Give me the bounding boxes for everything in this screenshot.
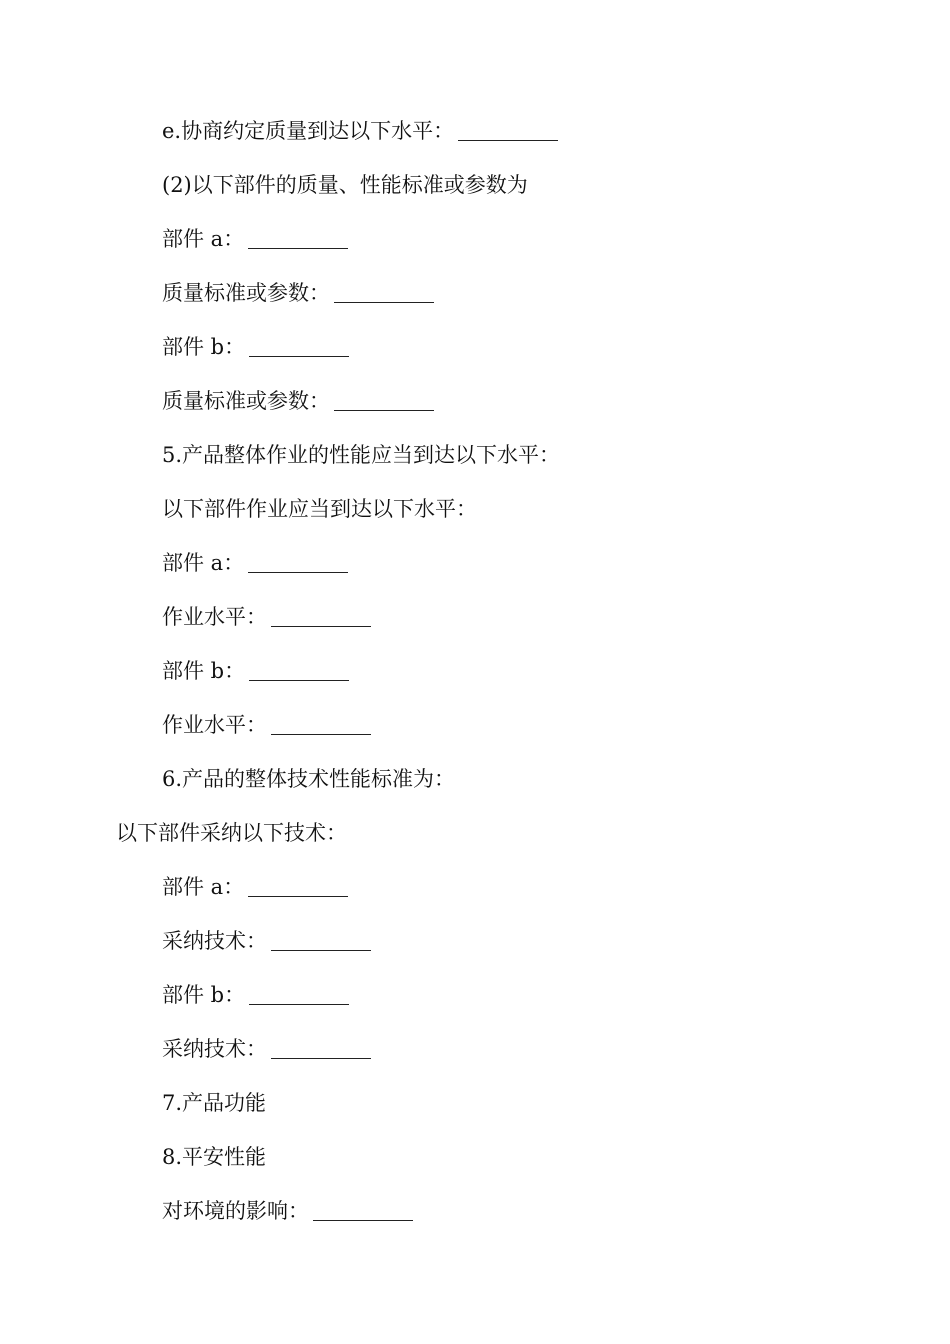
line-text: 以下部件采纳以下技术： [116,821,347,845]
line-text: 部件 a： [162,551,245,575]
fill-blank[interactable] [271,625,371,627]
line-part-a [162,225,348,253]
line-operation-level [162,603,371,631]
fill-blank[interactable] [248,895,348,897]
fill-blank[interactable] [458,139,558,141]
line-adopted-technology [162,1035,371,1063]
line-text: 部件 b： [162,983,246,1007]
line-text: 部件 a： [162,227,245,251]
line-text: e.协商约定质量到达以下水平： [162,119,455,143]
line-parts-operation [162,495,477,523]
line-part-a [162,873,348,901]
fill-blank[interactable] [313,1219,413,1221]
fill-blank[interactable] [249,355,349,357]
fill-blank[interactable] [248,247,348,249]
line-section-2-parts [162,171,528,199]
fill-blank[interactable] [271,1057,371,1059]
line-section-5 [162,441,560,469]
line-part-a [162,549,348,577]
line-parts-technology [116,819,347,847]
fill-blank[interactable] [248,571,348,573]
line-e-quality-level [162,117,558,145]
fill-blank[interactable] [249,1003,349,1005]
line-environment-impact [162,1197,413,1225]
line-text: 部件 b： [162,659,246,683]
line-text: 7.产品功能 [162,1091,267,1115]
line-text: (2)以下部件的质量、性能标准或参数为 [162,173,528,197]
fill-blank[interactable] [249,679,349,681]
line-part-b [162,657,349,685]
line-operation-level [162,711,371,739]
line-text: 以下部件作业应当到达以下水平： [162,497,477,521]
line-text: 部件 b： [162,335,246,359]
fill-blank[interactable] [271,949,371,951]
line-text: 部件 a： [162,875,245,899]
line-part-b [162,333,349,361]
line-text: 质量标准或参数： [162,389,330,413]
line-section-7 [162,1089,266,1117]
line-text: 作业水平： [162,605,267,629]
line-quality-standard [162,387,434,415]
line-text: 采纳技术： [162,929,267,953]
line-text: 采纳技术： [162,1037,267,1061]
line-quality-standard [162,279,434,307]
line-adopted-technology [162,927,371,955]
line-text: 作业水平： [162,713,267,737]
line-section-6 [162,765,455,793]
line-text: 5.产品整体作业的性能应当到达以下水平： [162,443,561,467]
line-part-b [162,981,349,1009]
fill-blank[interactable] [334,301,434,303]
line-text: 6.产品的整体技术性能标准为： [162,767,456,791]
line-section-8 [162,1143,266,1171]
line-text: 8.平安性能 [162,1145,267,1169]
fill-blank[interactable] [334,409,434,411]
line-text: 质量标准或参数： [162,281,330,305]
fill-blank[interactable] [271,733,371,735]
line-text: 对环境的影响： [162,1199,309,1223]
